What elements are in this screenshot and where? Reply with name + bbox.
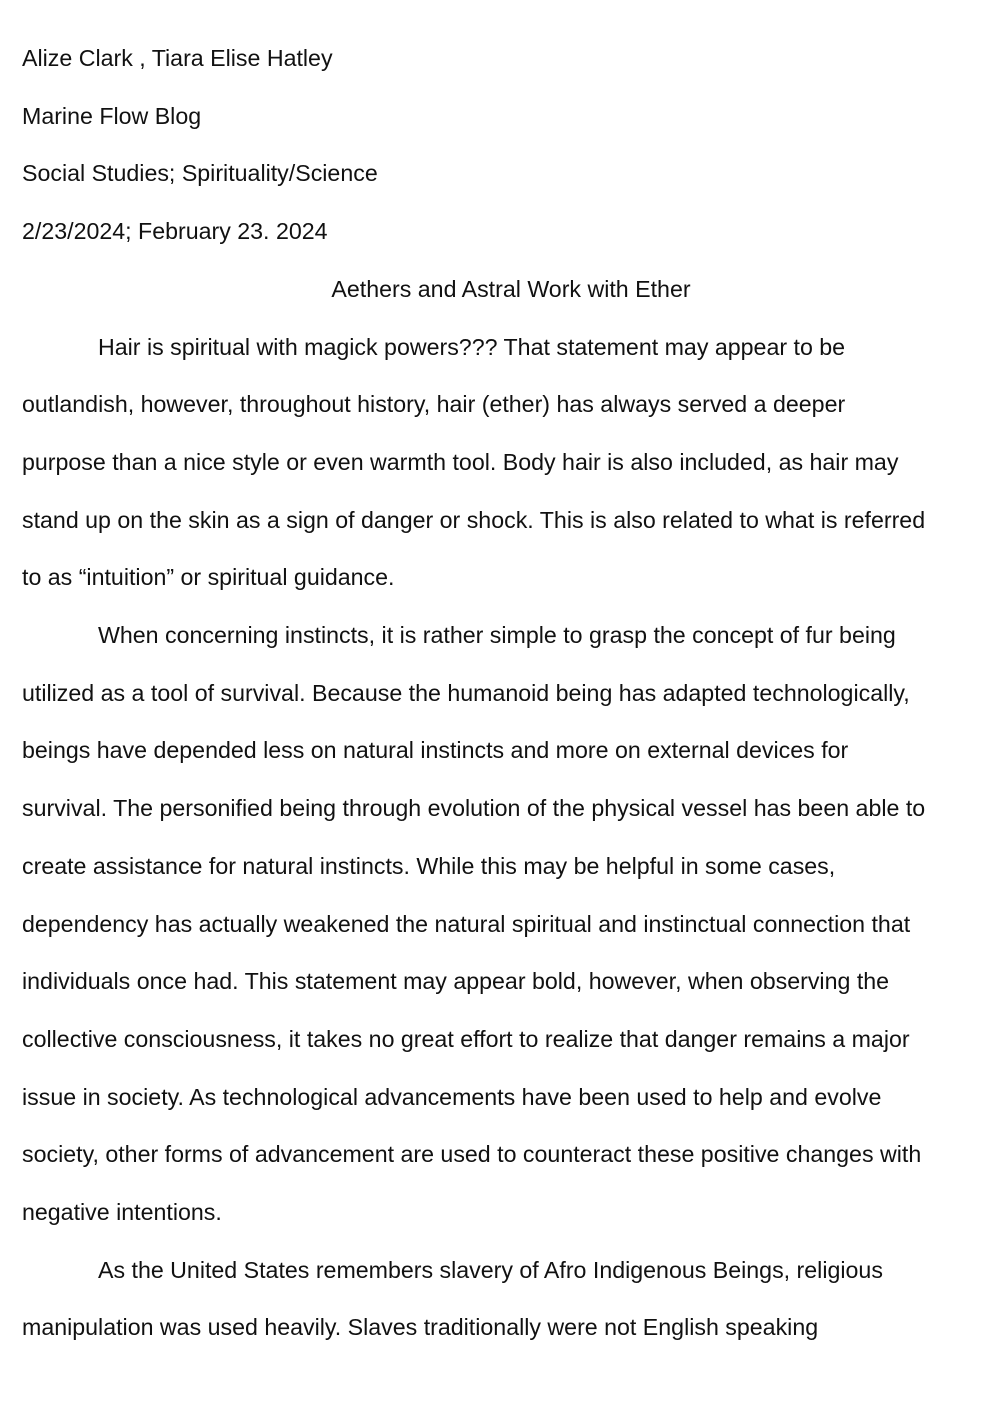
paragraph-line: issue in society. As technological advancements have been used to help and evolve <box>22 1083 882 1110</box>
paragraph-line: dependency has actually weakened the natural spiritual and instinctual connection that <box>22 910 911 937</box>
paragraph-3 <box>22 1242 1000 1357</box>
paragraph-line: negative intentions. <box>22 1199 222 1226</box>
document-title: Aethers and Astral Work with Ether <box>331 275 691 302</box>
authors-line: Alize Clark , Tiara Elise Hatley <box>22 45 333 71</box>
paragraph-line: create assistance for natural instincts. While this may be helpful in some cases, <box>22 852 836 879</box>
subject-line: Social Studies; Spirituality/Science <box>22 160 378 187</box>
paragraph-line: individuals once had. This statement may appear bold, however, when observing the <box>22 968 890 995</box>
paragraph-line: As the United States remembers slavery of Afro Indigenous Beings, religious <box>98 1256 883 1283</box>
publication-line: Marine Flow Blog <box>22 102 202 129</box>
paragraph-line: outlandish, however, throughout history, hair (ether) has always served a deeper <box>22 391 846 418</box>
paragraph-line: utilized as a tool of survival. Because the humanoid being has adapted technologically, <box>22 679 910 706</box>
paragraph-2 <box>22 607 1000 1242</box>
paragraph-line: manipulation was used heavily. Slaves traditionally were not English speaking <box>22 1314 819 1341</box>
paragraph-line: survival. The personified being through evolution of the physical vessel has been able to <box>22 795 926 822</box>
paragraph-line: beings have depended less on natural instincts and more on external devices for <box>22 737 849 764</box>
date-line: 2/23/2024; February 23. 2024 <box>22 218 328 245</box>
paragraph-1 <box>22 319 1000 608</box>
paragraph-line: When concerning instincts, it is rather simple to grasp the concept of fur being <box>98 622 896 649</box>
paragraph-line: society, other forms of advancement are used to counteract these positive changes with <box>22 1141 922 1168</box>
paragraph-line: to as “intuition” or spiritual guidance. <box>22 564 395 591</box>
document-page <box>22 30 1000 1357</box>
paragraph-line: stand up on the skin as a sign of danger or shock. This is also related to what is referred <box>22 506 926 533</box>
paragraph-line: collective consciousness, it takes no great effort to realize that danger remains a major <box>22 1025 910 1052</box>
paragraph-line: purpose than a nice style or even warmth tool. Body hair is also included, as hair may <box>22 448 899 475</box>
paragraph-line: Hair is spiritual with magick powers??? That statement may appear to be <box>98 333 846 360</box>
